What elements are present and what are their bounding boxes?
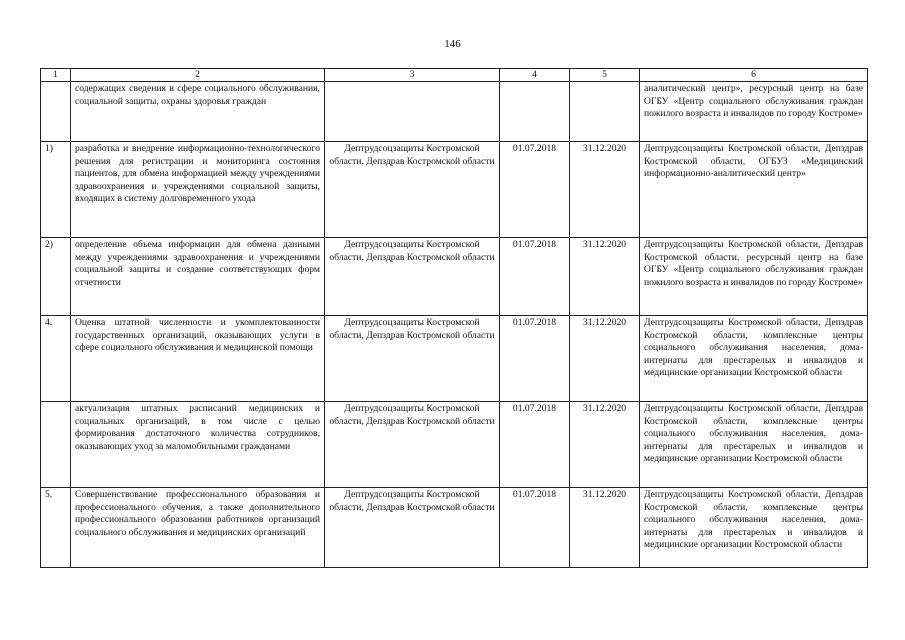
responsible-executor: Дептрудсоцзащиты Костромской области, Депздрав Костромской области [325, 142, 500, 238]
task-description: Совершенствование профессионального образования и профессионального обучения, а также дополнительного профессионального образования работников организаций социального обслуживания и медицинских организаций [71, 488, 325, 568]
table-row [41, 402, 868, 488]
responsible-executor: Дептрудсоцзащиты Костромской области, Депздрав Костромской области [325, 488, 500, 568]
participants: аналитический центр», ресурсный центр на базе ОГБУ «Центр социального обслуживания граждан пожилого возраста и инвалидов по городу Костроме» [640, 82, 868, 142]
row-number: 1) [41, 142, 71, 238]
participants: Дептрудсоцзащиты Костромской области, Депздрав Костромской области, комплексные центры социального обслуживания населения, дома-интернаты для престарелых и инвалидов и медицинские организации Костромской области [640, 488, 868, 568]
participants: Дептрудсоцзащиты Костромской области, Депздрав Костромской области, комплексные центры социального обслуживания населения, дома-интернаты для престарелых и инвалидов и медицинские организации Костромской области [640, 316, 868, 402]
table-row [41, 316, 868, 402]
task-description: содержащих сведения в сфере социального обслуживания, социальной защиты, охраны здоровья граждан [71, 82, 325, 142]
column-number-5: 5 [570, 69, 640, 82]
row-number: 4. [41, 316, 71, 402]
end-date: 31.12.2020 [570, 488, 640, 568]
column-number-1: 1 [41, 69, 71, 82]
start-date: 01.07.2018 [500, 488, 570, 568]
responsible-executor [325, 82, 500, 142]
start-date: 01.07.2018 [500, 402, 570, 488]
responsible-executor: Дептрудсоцзащиты Костромской области, Депздрав Костромской области [325, 402, 500, 488]
end-date [570, 82, 640, 142]
table-row [41, 142, 868, 238]
responsible-executor: Дептрудсоцзащиты Костромской области, Депздрав Костромской области [325, 316, 500, 402]
responsible-executor: Дептрудсоцзащиты Костромской области, Депздрав Костромской области [325, 238, 500, 316]
task-description: разработка и внедрение информационно-технологического решения для регистрации и мониторинга состояния пациентов, для обмена информацией между учреждениями здравоохранения и учреждениями социальной защиты, входящих в систему долговременного ухода [71, 142, 325, 238]
task-description: Оценка штатной численности и укомплектованности государственных организаций, оказывающих услуги в сфере социального обслуживания и медицинской помощи [71, 316, 325, 402]
row-number: 5. [41, 488, 71, 568]
participants: Дептрудсоцзащиты Костромской области, Депздрав Костромской области, ресурсный центр на базе ОГБУ «Центр социального обслуживания граждан пожилого возраста и инвалидов по городу Костроме» [640, 238, 868, 316]
table-header-row [41, 69, 868, 82]
participants: Дептрудсоцзащиты Костромской области, Депздрав Костромской области, комплексные центры социального обслуживания населения, дома-интернаты для престарелых и инвалидов и медицинские организации Костромской области [640, 402, 868, 488]
column-number-2: 2 [71, 69, 325, 82]
column-number-3: 3 [325, 69, 500, 82]
end-date: 31.12.2020 [570, 238, 640, 316]
page-number: 146 [444, 38, 461, 50]
document-table [40, 68, 868, 568]
table-row [41, 488, 868, 568]
row-number [41, 402, 71, 488]
end-date: 31.12.2020 [570, 142, 640, 238]
participants: Дептрудсоцзащиты Костромской области, Депздрав Костромской области, ОГБУЗ «Медицинский информационно-аналитический центр» [640, 142, 868, 238]
table-row [41, 82, 868, 142]
row-number [41, 82, 71, 142]
start-date: 01.07.2018 [500, 238, 570, 316]
row-number: 2) [41, 238, 71, 316]
task-description: определение объема информации для обмена данными между учреждениями здравоохранения и учреждениями социальной защиты и создание соответствующих форм отчетности [71, 238, 325, 316]
start-date: 01.07.2018 [500, 142, 570, 238]
column-number-6: 6 [640, 69, 868, 82]
table-row [41, 238, 868, 316]
start-date [500, 82, 570, 142]
column-number-4: 4 [500, 69, 570, 82]
end-date: 31.12.2020 [570, 402, 640, 488]
task-description: актуализация штатных расписаний медицинских и социальных организаций, в том числе с целью формирования достаточного количества сотрудников, оказывающих уход за маломобильными гражданами [71, 402, 325, 488]
start-date: 01.07.2018 [500, 316, 570, 402]
end-date: 31.12.2020 [570, 316, 640, 402]
